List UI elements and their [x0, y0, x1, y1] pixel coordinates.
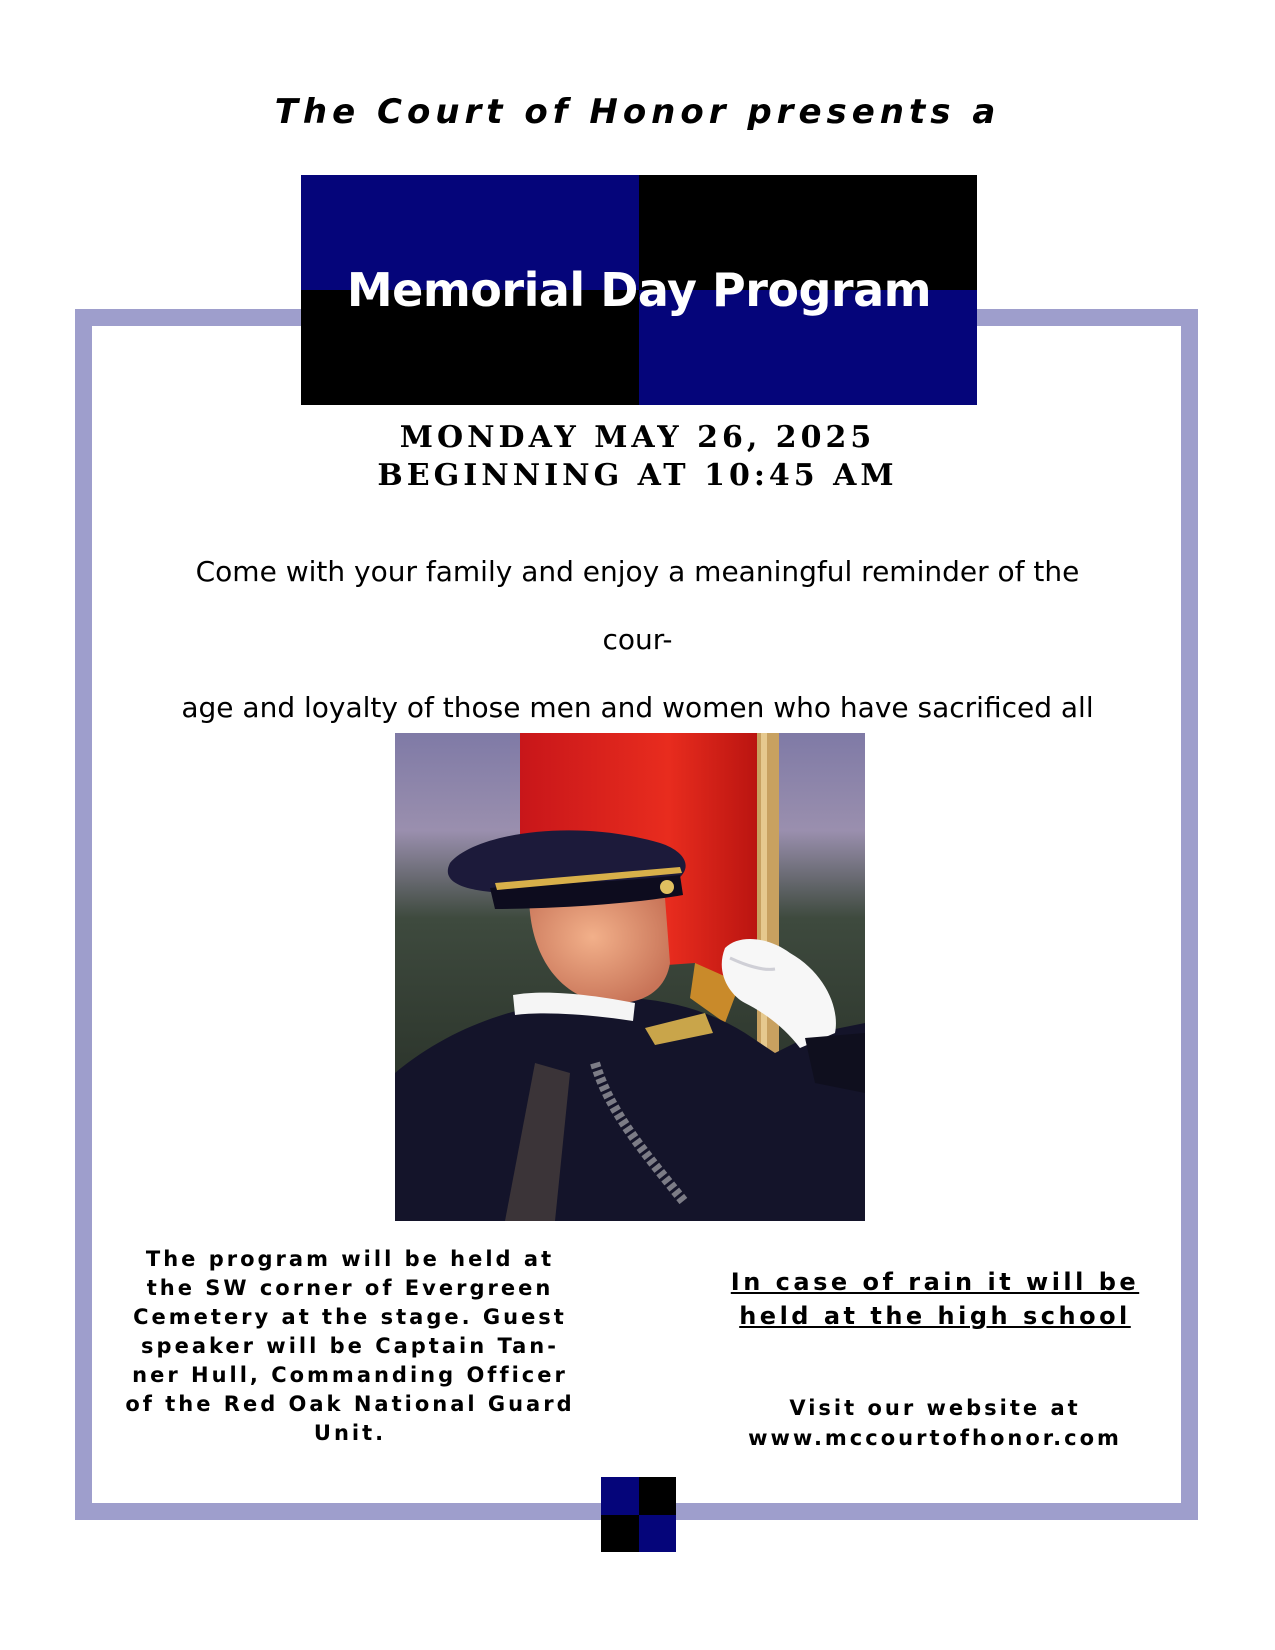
- website-label: Visit our website at: [789, 1396, 1081, 1420]
- details-line: the SW corner of Evergreen: [146, 1276, 554, 1300]
- event-time: BEGINNING AT 10:45 AM: [377, 458, 898, 493]
- honor-guard-photo: [395, 733, 865, 1221]
- rain-location-notice: [725, 1265, 1145, 1333]
- title-banner: [301, 175, 977, 405]
- details-line: The program will be held at: [145, 1247, 555, 1271]
- presents-heading: The Court of Honor presents a: [274, 92, 1001, 132]
- website-url[interactable]: www.mccourtofhonor.com: [748, 1426, 1122, 1450]
- event-date-time: [0, 419, 1275, 495]
- banner-title: Memorial Day Program: [346, 263, 932, 317]
- ornament-block-black-top: [639, 1477, 677, 1515]
- ornament-block-blue-top: [601, 1477, 639, 1515]
- program-details: [117, 1245, 583, 1448]
- details-line: ner Hull, Commanding Officer: [132, 1363, 568, 1387]
- ornament-block-blue-bottom: [639, 1515, 677, 1553]
- details-line: Cemetery at the stage. Guest: [133, 1305, 567, 1329]
- intro-line: age and loyalty of those men and women who have sacrificed all: [181, 691, 1094, 724]
- rain-line: In case of rain it will be: [730, 1268, 1140, 1296]
- intro-line: Come with your family and enjoy a meaningful reminder of the cour-: [195, 555, 1080, 656]
- rain-line: held at the high school: [739, 1302, 1131, 1330]
- details-line: of the Red Oak National Guard: [125, 1392, 575, 1416]
- details-line: Unit.: [313, 1421, 387, 1445]
- details-line: speaker will be Captain Tan-: [141, 1334, 559, 1358]
- event-date: MONDAY MAY 26, 2025: [399, 420, 876, 455]
- corner-checker-ornament: [601, 1477, 676, 1552]
- website-notice: [720, 1393, 1150, 1453]
- ornament-block-black-bottom: [601, 1515, 639, 1553]
